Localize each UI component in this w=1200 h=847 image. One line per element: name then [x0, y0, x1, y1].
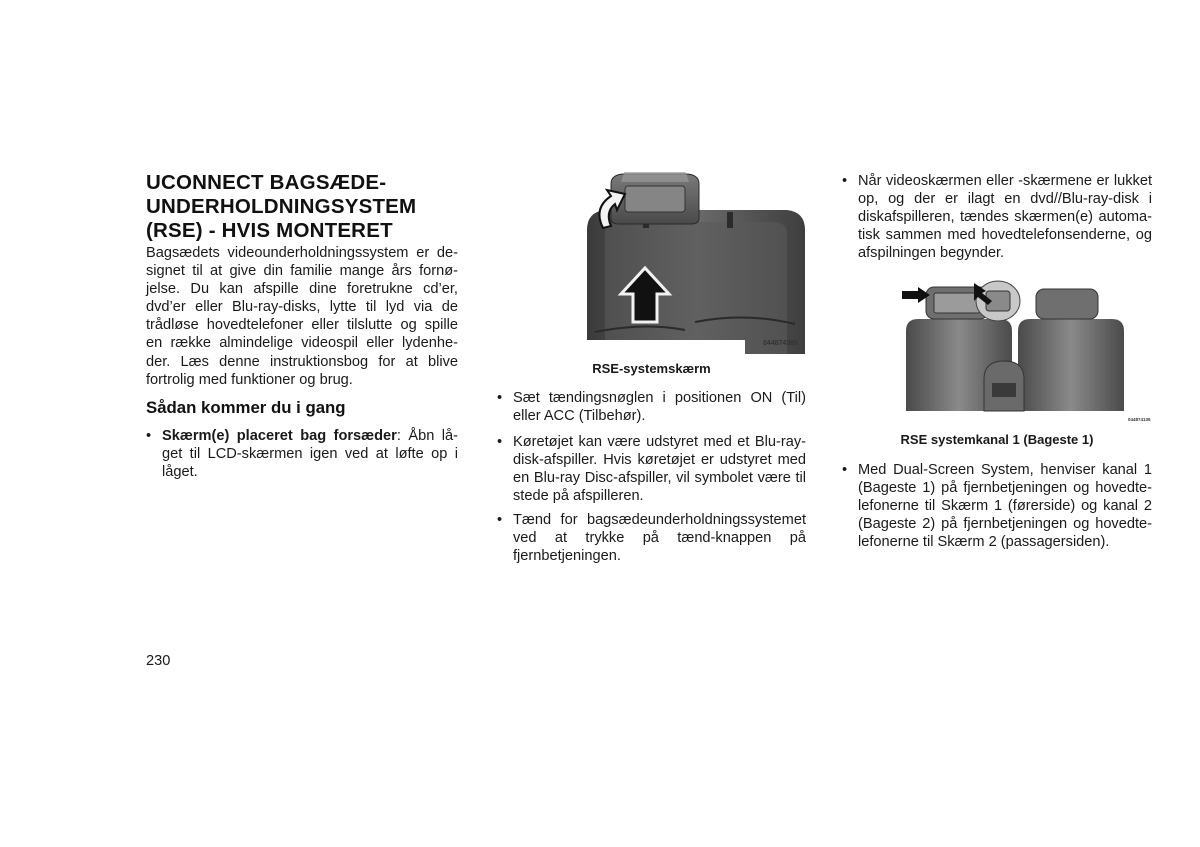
- bullet-dot: •: [497, 512, 503, 528]
- bullet-bluray: [497, 433, 806, 505]
- figure1-caption: RSE-systemskærm: [592, 361, 711, 376]
- title-line-1: UCONNECT BAGSÆDE-: [146, 171, 387, 194]
- title-line-2: UNDERHOLDNINGSYSTEM: [146, 195, 417, 218]
- bullet-auto-start: [842, 172, 1152, 262]
- figure-rse-channel: [900, 279, 1154, 427]
- bullet-dual-screen: [842, 461, 1152, 551]
- bullet-screens-behind-seats: [146, 427, 458, 481]
- bullet-text: Når videoskærmen eller -skærmene er lukket op, og der er ilagt en dvd//Blu-ray-disk i diskafspilleren, tændes skærmen(e) automa-tisk sammen med hovedtelefonsenderne, og afspilningen begynder.: [858, 173, 1152, 262]
- bullet-dot: •: [497, 434, 503, 450]
- figure-code: 044874385: [763, 340, 799, 347]
- title-line-3: (RSE) - HVIS MONTERET: [146, 219, 393, 242]
- page-number: 230: [146, 653, 171, 669]
- intro-paragraph: Bagsædets videounderholdningssystem er de-signet til at give din familie mange års fornø-jelse. Du kan afspille dine foretrukne cd’er, dvd’er eller Blu-ray-disks, lytte til lyd via de trådløse hovedtelefoner eller tilslutte og spille en række almindelige videospil eller lydenhe-der. Læs denne instruktionsbog for at blive fortrolig med funktioner og brug.: [146, 245, 458, 388]
- bullet-rest: : Åbn lå-get til LCD-skærmen igen ved at løfte op i låget.: [162, 428, 458, 481]
- bullet-text: Tænd for bagsædeunderholdningssystemet ved at trykke på tænd-knappen på fjernbetjeningen.: [513, 512, 806, 565]
- bullet-dot: •: [842, 173, 848, 189]
- dual-screen-illustration: [900, 279, 1154, 427]
- bullet-text: Sæt tændingsnøglen i positionen ON (Til) eller ACC (Tilbehør).: [513, 390, 806, 425]
- bullet-text: [162, 427, 458, 481]
- bullet-dot: •: [842, 462, 848, 478]
- bullet-dot: •: [497, 390, 503, 406]
- figure-rse-screen: [585, 172, 807, 354]
- section-title: [146, 171, 466, 243]
- bullet-text: Køretøjet kan være udstyret med et Blu-ray-disk-afspiller. Hvis køretøjet er udstyret med en Blu-ray Disc-afspiller, vil symbolet være til stede på afspilleren.: [513, 434, 806, 505]
- headrest-illustration: [585, 172, 807, 354]
- bullet-bold-lead: Skærm(e) placeret bag forsæder: [162, 428, 397, 444]
- figure-code: 044874135: [1128, 417, 1151, 422]
- bullet-dot: •: [146, 428, 152, 444]
- figure2-caption: RSE systemkanal 1 (Bageste 1): [900, 432, 1094, 447]
- bullet-power-on: [497, 511, 806, 565]
- bullet-ignition: [497, 389, 806, 425]
- getting-started-heading: Sådan kommer du i gang: [146, 398, 346, 417]
- bullet-text: Med Dual-Screen System, henviser kanal 1 (Bageste 1) på fjernbetjeningen og hovedte-lefonerne til Skærm 1 (førerside) og kanal 2 (Bageste 2) på fjernbetjeningen og hovedte-lefonerne til Skærm 2 (passagersiden).: [858, 462, 1152, 551]
